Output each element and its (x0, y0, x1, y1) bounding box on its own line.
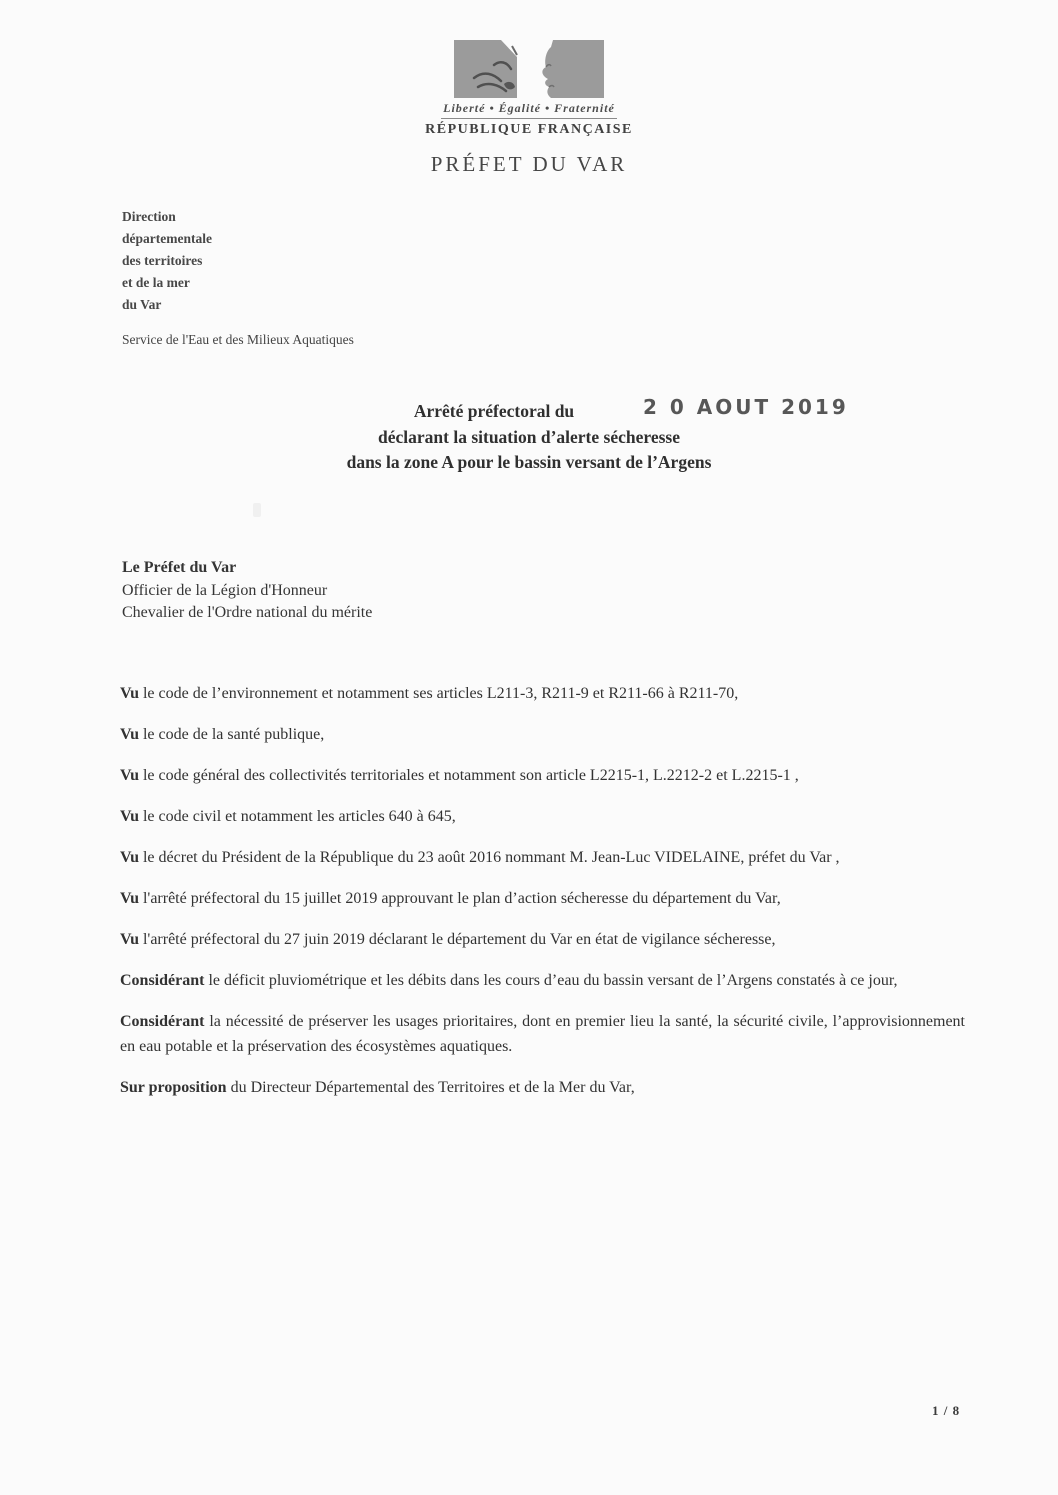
paragraph-text: le code de l’environnement et notamment ses articles L211-3, R211-9 et R211-66 à R211-70, (138, 685, 739, 702)
paragraph-lead: Vu (120, 931, 139, 948)
paragraph-vu-5 (120, 845, 965, 870)
title-line-3: dans la zone A pour le bassin versant de l’Argens (346, 452, 712, 472)
paragraph-vu-4 (120, 804, 965, 829)
paragraph-lead: Sur proposition (120, 1079, 227, 1096)
paragraph-vu-3 (120, 763, 965, 788)
issuer-block (122, 557, 372, 625)
document-body (120, 681, 965, 1116)
sender-line: départementale (122, 231, 212, 246)
paragraph-text: la nécessité de préserver les usages prioritaires, dont en premier lieu la santé, la sécurité civile, l’approvisionnement en eau potable et la préservation des écosystèmes aquatiques. (120, 1013, 965, 1055)
prefecture-title: PRÉFET DU VAR (430, 152, 628, 176)
sender-line: et de la mer (122, 275, 190, 290)
sender-block (122, 206, 212, 316)
issuer-line-3: Chevalier de l'Ordre national du mérite (122, 604, 373, 621)
paragraph-vu-2 (120, 722, 965, 747)
sender-line: des territoires (122, 253, 203, 268)
paragraph-text: le décret du Président de la République du 23 août 2016 nommant M. Jean-Luc VIDELAINE, préfet du Var , (138, 849, 840, 866)
marianne-logo-icon (454, 40, 604, 98)
date-stamp: 2 0 AOUT 2019 (643, 395, 849, 419)
republic-title: RÉPUBLIQUE FRANÇAISE (425, 122, 633, 137)
document-title (0, 399, 1058, 476)
issuer-line-2: Officier de la Légion d'Honneur (122, 581, 328, 599)
paragraph-considerant-2 (120, 1009, 965, 1059)
sender-line: Direction (122, 209, 176, 224)
paragraph-lead: Vu (120, 767, 139, 784)
paragraph-text: du Directeur Départemental des Territoires et de la Mer du Var, (226, 1079, 635, 1096)
paragraph-text: le code général des collectivités territoriales et notamment son article L2215-1, L.2212-2 et L.2215-1 , (138, 767, 799, 784)
paragraph-considerant-1 (120, 968, 965, 993)
paragraph-text: l'arrêté préfectoral du 15 juillet 2019 approuvant le plan d’action sécheresse du département du Var, (138, 890, 781, 907)
paragraph-lead: Vu (120, 808, 139, 825)
paragraph-vu-6 (120, 886, 965, 911)
header-logo-block (0, 40, 1058, 138)
paragraph-vu-1 (120, 681, 965, 706)
title-line-2: déclarant la situation d’alerte sécheresse (378, 426, 680, 447)
motto-text: Liberté • Égalité • Fraternité (441, 101, 617, 119)
paragraph-lead: Considérant (120, 972, 205, 989)
issuer-line-1: Le Préfet du Var (122, 559, 237, 576)
paragraph-lead: Considérant (120, 1013, 205, 1030)
title-line-1: Arrêté préfectoral du (413, 401, 575, 421)
paragraph-lead: Vu (120, 849, 139, 866)
scan-artifact (253, 503, 261, 517)
paragraph-text: le code civil et notamment les articles 640 à 645, (138, 808, 456, 825)
paragraph-vu-7 (120, 927, 965, 952)
paragraph-lead: Vu (120, 685, 139, 702)
paragraph-text: le déficit pluviométrique et les débits dans les cours d’eau du bassin versant de l’Argens constatés à ce jour, (204, 972, 898, 989)
paragraph-lead: Vu (120, 890, 139, 907)
paragraph-text: l'arrêté préfectoral du 27 juin 2019 déclarant le département du Var en état de vigilance sécheresse, (138, 931, 776, 948)
paragraph-text: le code de la santé publique, (138, 726, 325, 743)
page-number: 1 / 8 (932, 1403, 961, 1418)
service-name: Service de l'Eau et des Milieux Aquatiques (122, 332, 354, 347)
paragraph-sur-proposition (120, 1075, 965, 1100)
sender-line: du Var (122, 297, 162, 312)
paragraph-lead: Vu (120, 726, 139, 743)
